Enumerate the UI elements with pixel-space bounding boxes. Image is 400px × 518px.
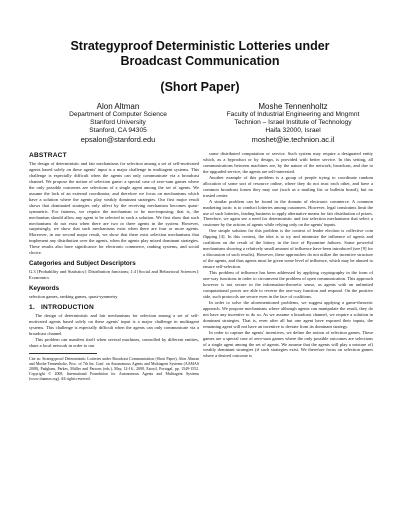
author-address: Stanford, CA 94305: [89, 127, 147, 135]
author-email[interactable]: epsalon@stanford.edu: [80, 134, 156, 144]
author-affiliation: Technion – Israel Institute of Technology: [234, 119, 352, 127]
body-paragraph: This problem of influence has been addressed by applying cryptography in the form of one-way functions in order to circumvent the problem of open communication. This approach however is not secure in the information-theoretic sense, as agents with an unlimited computational power are able to reverse the one-way function and respond. On the positive side, such protocols are secure even in the face of coalitions.: [203, 270, 373, 299]
author-address: Haifa 32000, Israel: [265, 127, 321, 135]
categories-text: G.3 [Probability and Statistics]: Distribution functions; J.4 [Social and Behavioral Sciences]: Economics: [29, 269, 199, 281]
categories-heading: Categories and Subject Descriptors: [29, 260, 136, 268]
body-paragraph: In order to capture the agents' incentives, we define the notion of selection games. These games are a special case of zero-sum games where the only possible outcomes are selections of a single agent among the set of agents. We assume that the agents will play a mixture of) weakly dominant strategies (if such strategies exist. We therefore focus on selection games where a desired outcome is: [203, 329, 373, 359]
intro-paragraph: This problem can manifest itself when several machines, controlled by different entities, share a local network in order to run: [29, 336, 199, 348]
author-block-1: [38, 102, 198, 144]
body-paragraph: One simple solution for this problem is the context of leader election is collective coin flipping [4]. In this context, the idea is to try and minimize the influence of agents and coalitions on the result of the lottery in the face of Byzantine failures. Some powerful mechanisms showing a relatively small amount of influence have been introduced (see [9] for a discussion of such results). However, these approaches do not utilize the incentive structure of the agents, and thus agents must be given some level of influence, which may be abused to ensure self-selection.: [203, 228, 373, 270]
body-paragraph: Another example of this problem is a group of people trying to coordinate random allocation of some sort of resource online, where they do not trust each other, and have a common broadcast forum they may use (such as a mailing list or bulletin board), but no trusted center.: [203, 174, 373, 198]
keywords-heading: Keywords: [29, 285, 60, 293]
abstract-heading: ABSTRACT: [29, 152, 67, 159]
body-paragraph: In order to solve the aforementioned problems, we suggest applying a game-theoretic approach. We propose mechanisms where although agents can manipulate the result, they do not have any incentive to do so. As we assume a broadcast channel, we require a solution in dominant strategies. That is, even after all but one agent have exposed their inputs, the remaining agent will not have an incentive to deviate from its dominant strategy.: [203, 299, 373, 329]
left-column: [29, 152, 199, 382]
author-affiliation: Faculty of Industrial Engineering and Mngmnt: [226, 111, 360, 118]
intro-paragraph: The design of deterministic and fair mechanisms for selection among a set of self-motivated agents based solely on these agents' input is a major challenge in multiagent systems. This challenge is especially difficult when the agents can only communicate via a broadcast channel.: [29, 313, 199, 336]
paper-subtitle: (Short Paper): [160, 80, 240, 94]
citation-footnote: Cite as: Strategyproof Deterministic Lotteries under Broadcast Communication (Short Paper), Alon Altman and Moshe Tennenholtz, Proc. of 7th Int. Conf. on Autonomous Agents and Multiagent Systems (AAMAS 2008), Padgham, Parkes, Müller and Parsons (eds.), May, 12-16., 2008, Estoril, Portugal, pp. 1549-1552. Copyright © 2008, International Foundation for Autonomous Agents and Multiagent Systems (www.ifaamas.org). All rights reserved.: [29, 356, 199, 381]
author-email[interactable]: moshet@ie.technion.ac.il: [251, 134, 335, 144]
author-block-2: [213, 102, 373, 144]
author-affiliation: Stanford University: [90, 119, 146, 127]
keywords-text: selection games, ranking games, quasi-symmetry: [29, 294, 118, 300]
author-affiliation: Department of Computer Science: [69, 111, 167, 118]
author-name: Alon Altman: [96, 102, 140, 111]
footnote-rule: [29, 353, 97, 354]
body-paragraph: some distributed computation or service. Such system may require a designated entity which, as a byproduct or by design, is provided with better service. In this setting, all communications between machines are, by the nature of the network, broadcast, and due to the upgraded service, the agents are self-interested.: [203, 151, 373, 174]
author-name: Moshe Tennenholtz: [258, 102, 328, 111]
introduction-heading: [29, 304, 199, 311]
section-number: 1.: [29, 304, 35, 312]
body-paragraph: A similar problem can be found in the domain of electronic commerce. A common marketing tactic is to conduct lotteries among customers. However, legal constraints limit the use of such lotteries, leading business to apply alternative means for fair distribution of prizes. Therefore, we again see a need for deterministic and fair selection mechanisms that select a customer by the actions of agents while relying only on the agents' inputs.: [203, 198, 373, 228]
abstract-text: The design of deterministic and fair mechanisms for selection among a set of self-motivated agents based solely on these agents' input is a major challenge in multiagent systems. This challenge is especially difficult when the agents can only communicate via a broadcast channel. We propose the notion of selection game: a special case of zero-sum games where the only possible outcomes are selections of a single agent among the set of agents. We assume the lack of an external coordinator, and therefore we focus on mechanisms which have a solution where the agents play weakly dominant strategies. Our first major result shows that dominated strategies only affect by the receiving mechanism becomes quasi-symmetric. For fairness, we require the mechanism to be non-imposing; that is, the mechanism should allow any agent to be selected in such a solution. We first show that such mechanisms do not exist when there are two or three agents in the system. However, surprisingly, we show that such mechanisms exist when there are four or more agents. Moreover, in our second major result, we show that there exist selection mechanisms that implement any distribution over the agents, when the agents play mixed dominant strategies. These results also have significance for electronic commerce, ranking systems, and social choice.: [29, 161, 199, 256]
paper-title: Strategyproof Deterministic Lotteries under Broadcast Communication: [70, 39, 330, 68]
section-title: INTRODUCTION: [41, 304, 94, 312]
right-column: [203, 151, 373, 359]
